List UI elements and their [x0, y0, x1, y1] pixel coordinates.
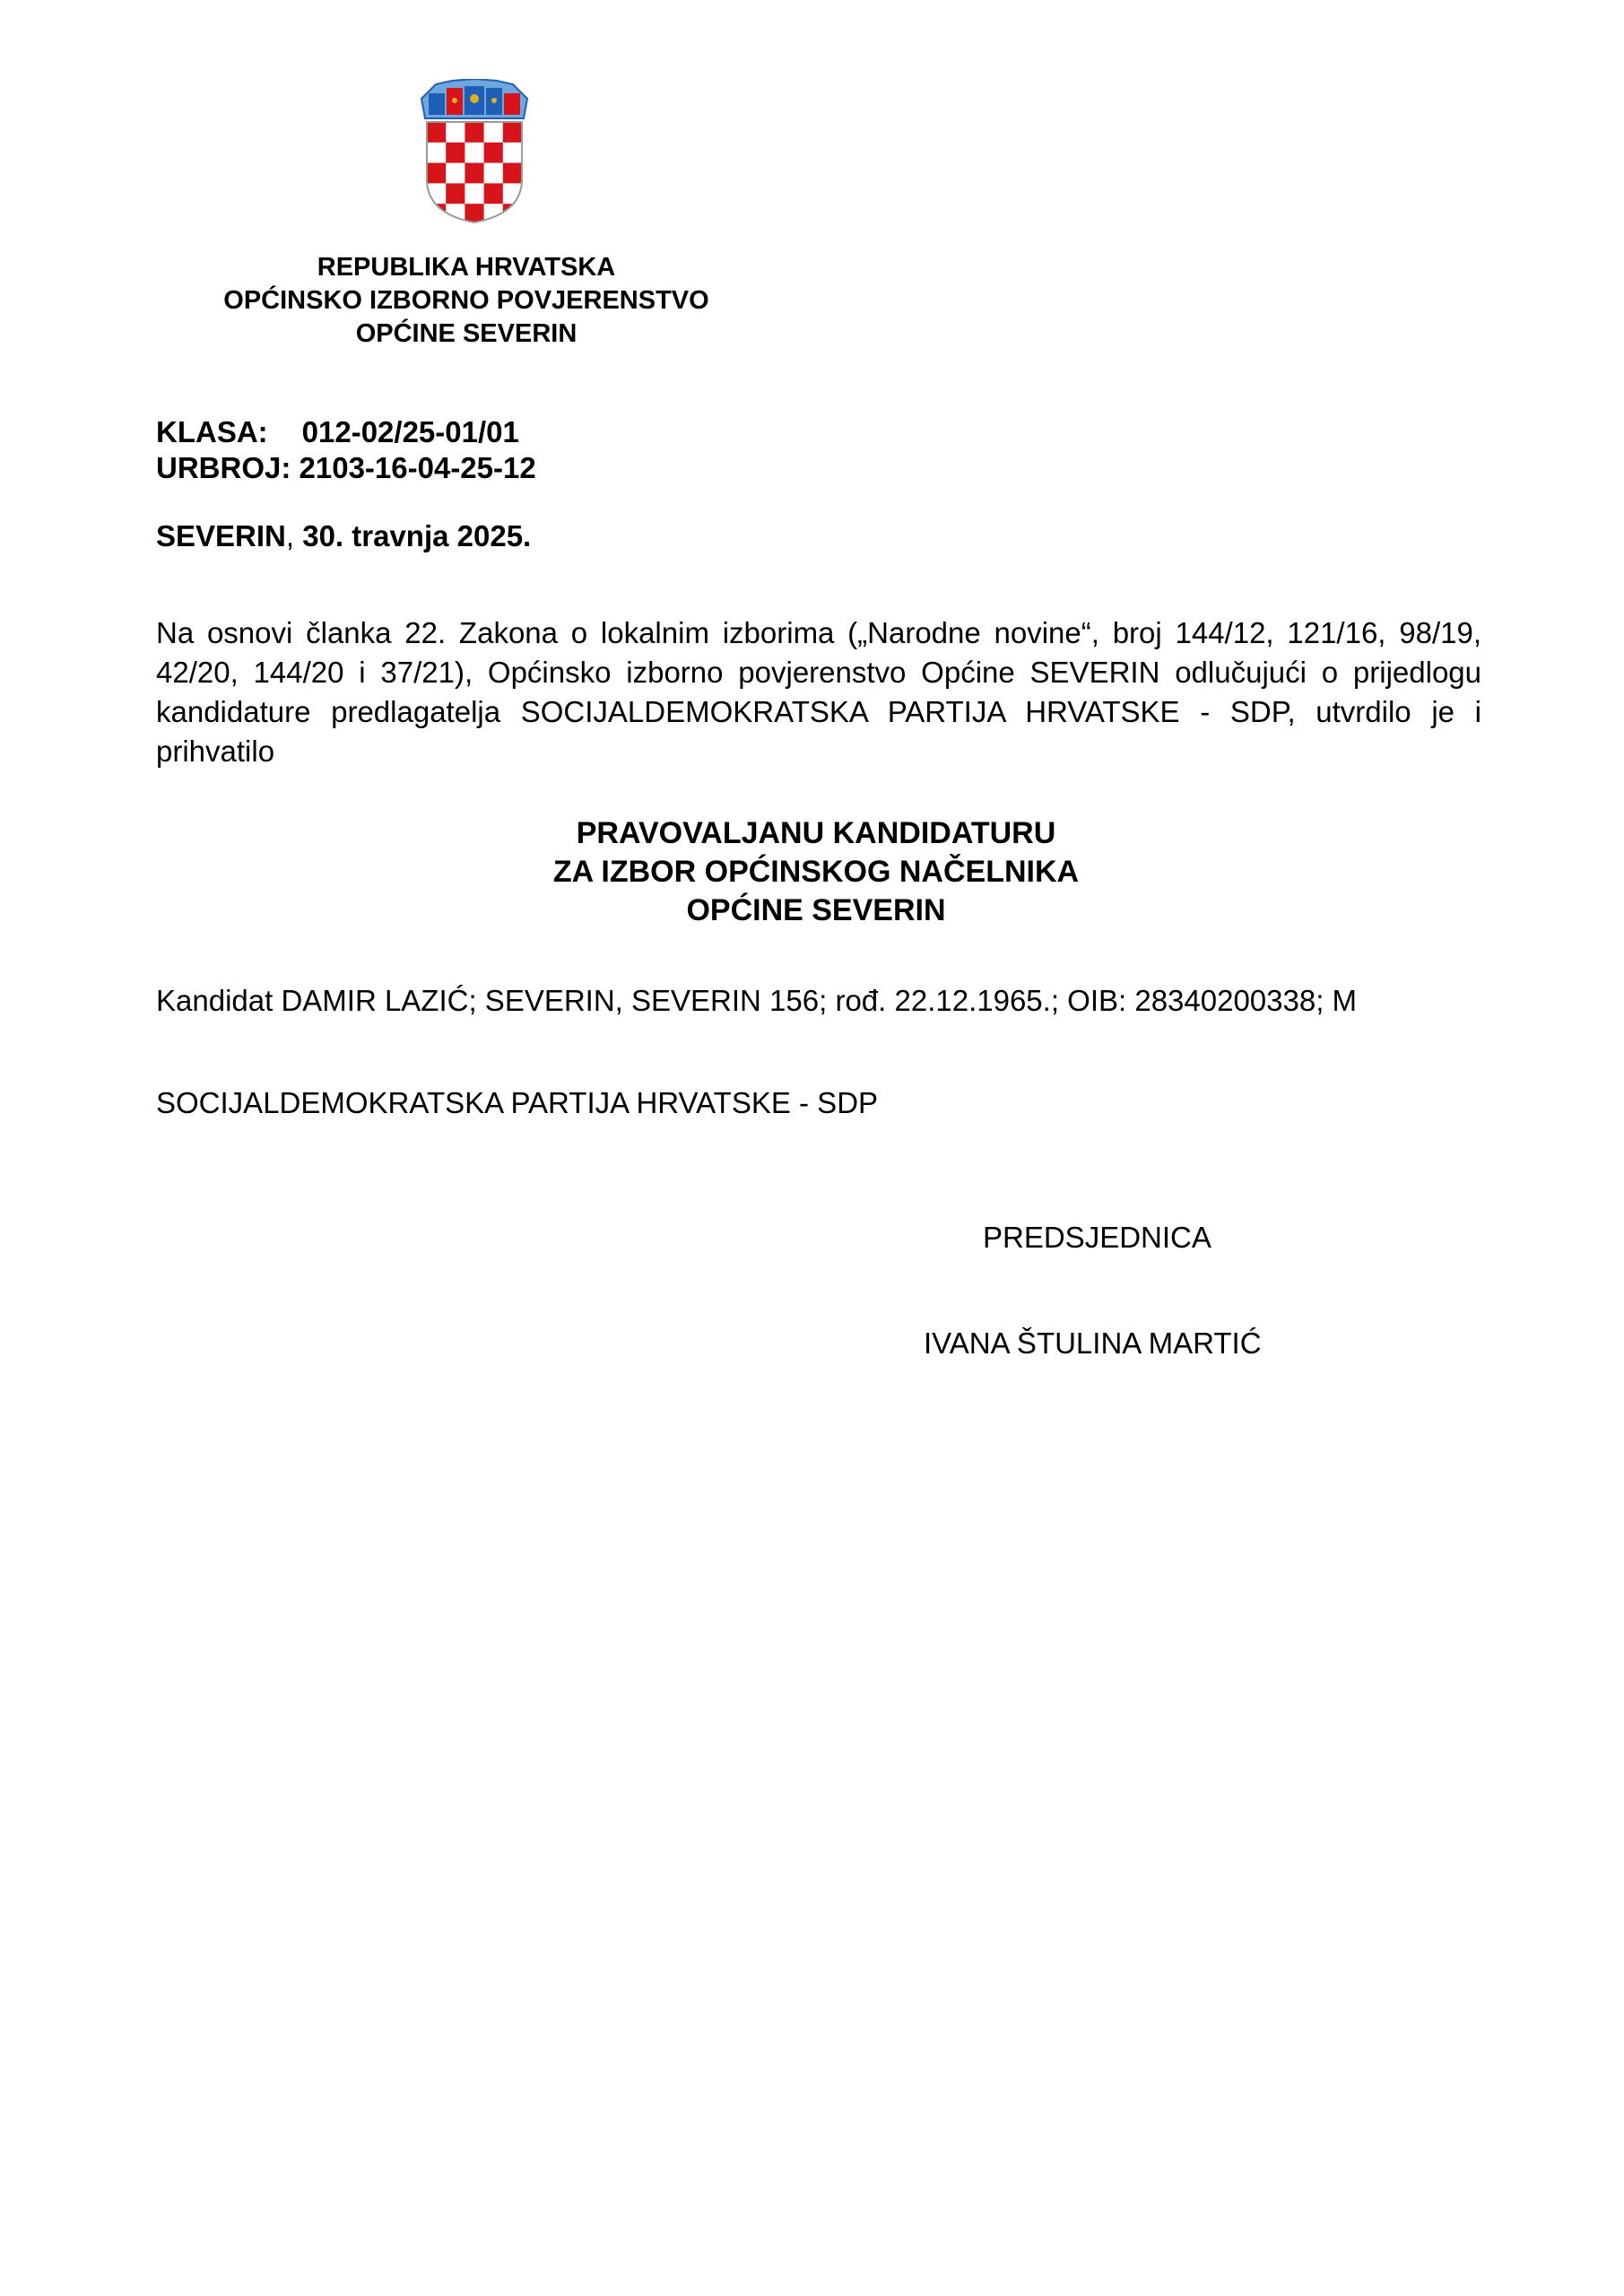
header-line-municipality: OPĆINE SEVERIN [355, 319, 578, 348]
document-date [156, 518, 531, 554]
date-value: 30. travnja 2025. [302, 519, 532, 552]
decision-title [359, 814, 1273, 930]
klasa-value: 012-02/25-01/01 [301, 415, 519, 448]
title-line-2: ZA IZBOR OPĆINSKOG NAČELNIKA [552, 855, 1080, 889]
date-place: SEVERIN [156, 519, 286, 552]
signature-role: PREDSJEDNICA [983, 1221, 1211, 1254]
proposer-line: SOCIJALDEMOKRATSKA PARTIJA HRVATSKE - SDP [156, 1086, 879, 1119]
urbroj-row [156, 450, 536, 486]
urbroj-label: URBROJ: [156, 451, 291, 484]
klasa-label: KLASA: [156, 415, 268, 448]
header-line-country: REPUBLIKA HRVATSKA [317, 253, 616, 282]
coat-of-arms-icon [418, 79, 531, 224]
klasa-row [156, 414, 536, 450]
date-separator: , [285, 519, 295, 552]
header-line-commission: OPĆINSKO IZBORNO POVJERENSTVO [223, 286, 709, 315]
signature-name: IVANA ŠTULINA MARTIĆ [924, 1326, 1262, 1360]
candidate-line: Kandidat DAMIR LAZIĆ; SEVERIN, SEVERIN 156; rođ. 22.12.1965.; OIB: 28340200338; M [156, 984, 1358, 1017]
title-line-3: OPĆINE SEVERIN [686, 893, 946, 927]
institution-header [179, 251, 753, 351]
urbroj-value: 2103-16-04-25-12 [299, 451, 536, 484]
legal-basis-paragraph: Na osnovi članka 22. Zakona o lokalnim izborima („Narodne novine“, broj 144/12, 121/16, 98/19, 42/20, 144/20 i 37/21), Općinsko izborno povjerenstvo Općine SEVERIN odlučujući o prijedlogu kandidature predlagatelja SOCIJALDEMOKRATSKA PARTIJA HRVATSKE - SDP, utvrdilo je i prihvatilo [156, 616, 1481, 768]
title-line-1: PRAVOVALJANU KANDIDATURU [576, 816, 1056, 850]
crown-icon [421, 79, 527, 118]
document-reference [156, 414, 536, 486]
